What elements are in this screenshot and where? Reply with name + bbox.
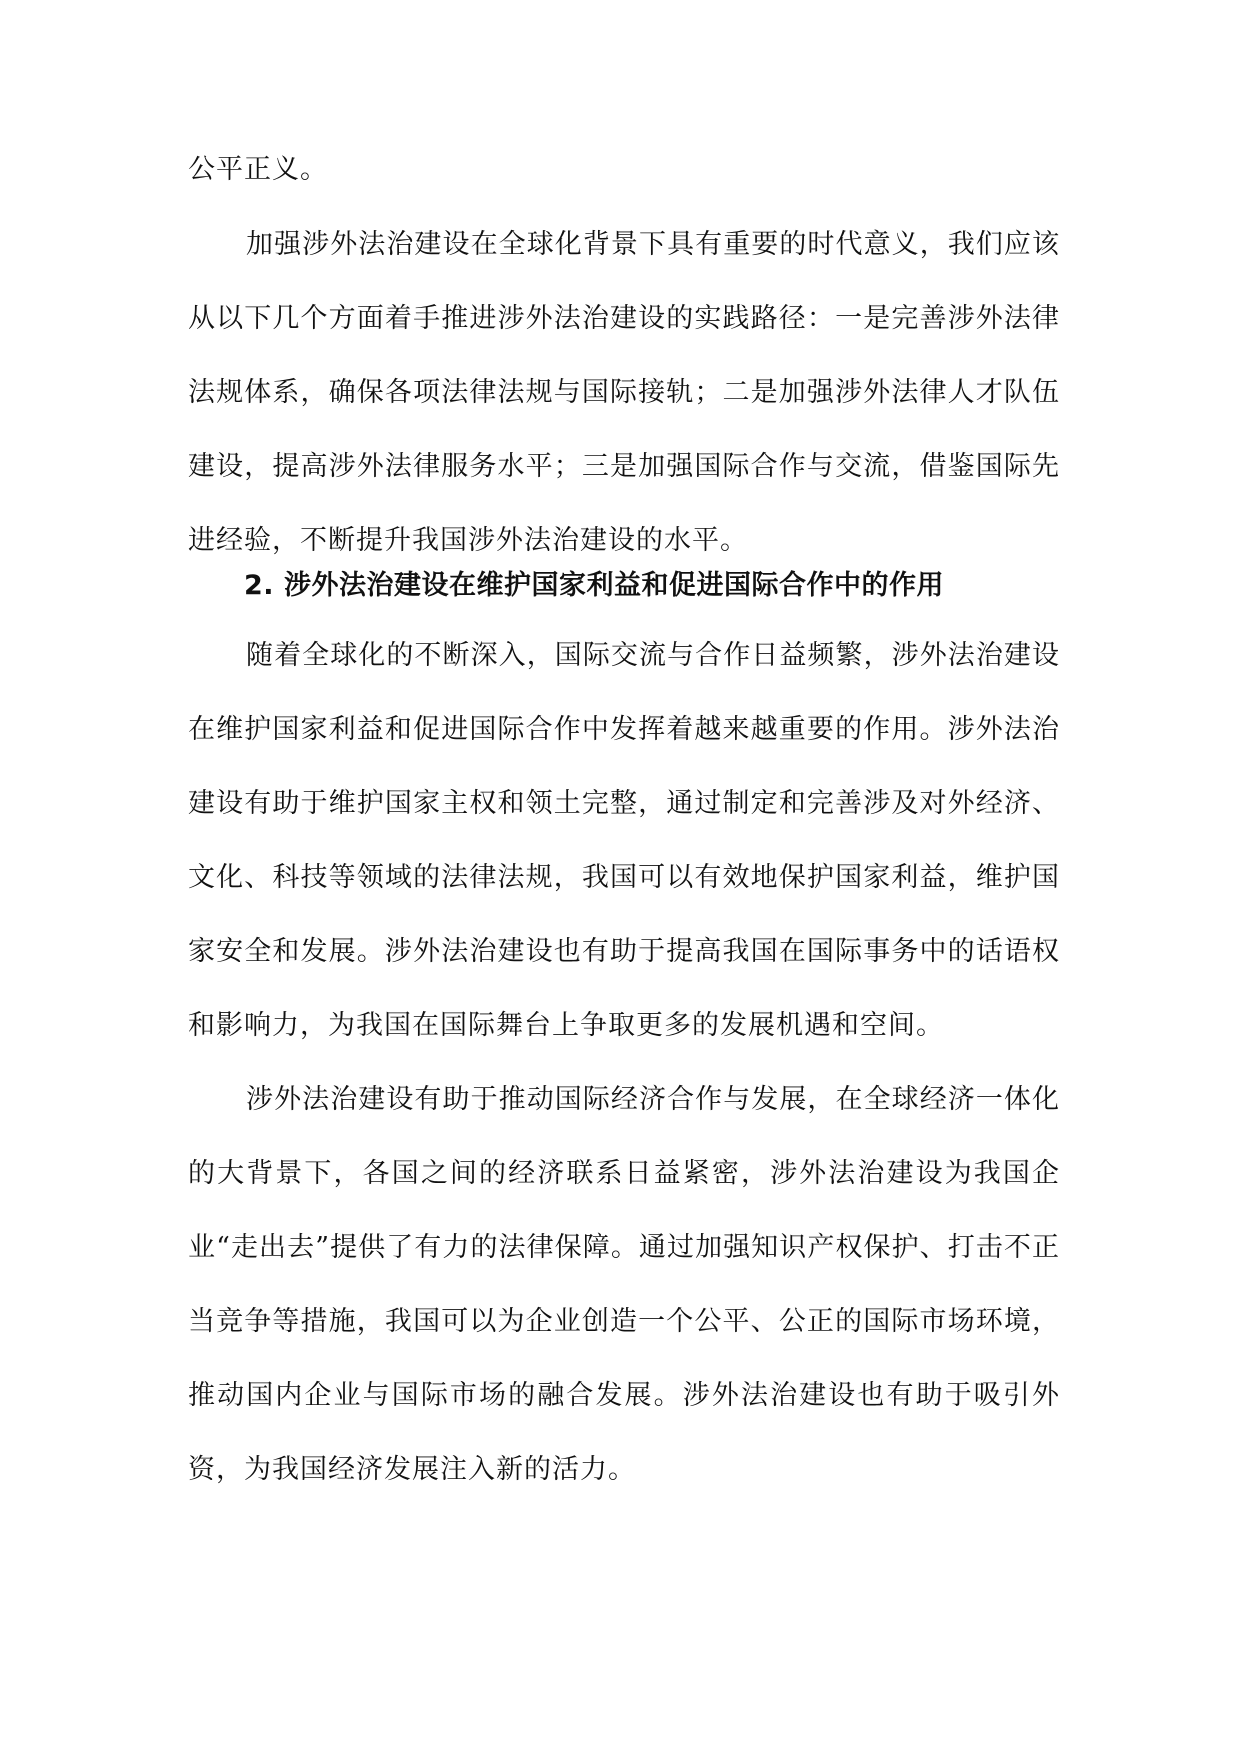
paragraph-economic-cooperation: 涉外法治建设有助于推动国际经济合作与发展，在全球经济一体化的大背景下，各国之间的经济联系日益紧密，涉外法治建设为我国企业“走出去”提供了有力的法律保障。通过加强知识产权保护、打击不正当竞争等措施，我国可以为企业创造一个公平、公正的国际市场环境，推动国内企业与国际市场的融合发展。涉外法治建设也有助于吸引外资，为我国经济发展注入新的活力。 [188, 1084, 1060, 1485]
paragraph-national-interest: 随着全球化的不断深入，国际交流与合作日益频繁，涉外法治建设在维护国家利益和促进国际合作中发挥着越来越重要的作用。涉外法治建设有助于维护国家主权和领土完整，通过制定和完善涉及对外经济、文化、科技等领域的法律法规，我国可以有效地保护国家利益，维护国家安全和发展。涉外法治建设也有助于提高我国在国际事务中的话语权和影响力，为我国在国际舞台上争取更多的发展机遇和空间。 [188, 640, 1060, 1041]
paragraph-continuation: 公平正义。 [188, 154, 328, 185]
section-heading: 2. 涉外法治建设在维护国家利益和促进国际合作中的作用 [244, 570, 944, 601]
paragraph-practice-paths: 加强涉外法治建设在全球化背景下具有重要的时代意义，我们应该从以下几个方面着手推进涉外法治建设的实践路径：一是完善涉外法律法规体系，确保各项法律法规与国际接轨；二是加强涉外法律人才队伍建设，提高涉外法律服务水平；三是加强国际合作与交流，借鉴国际先进经验，不断提升我国涉外法治建设的水平。 [188, 229, 1060, 556]
